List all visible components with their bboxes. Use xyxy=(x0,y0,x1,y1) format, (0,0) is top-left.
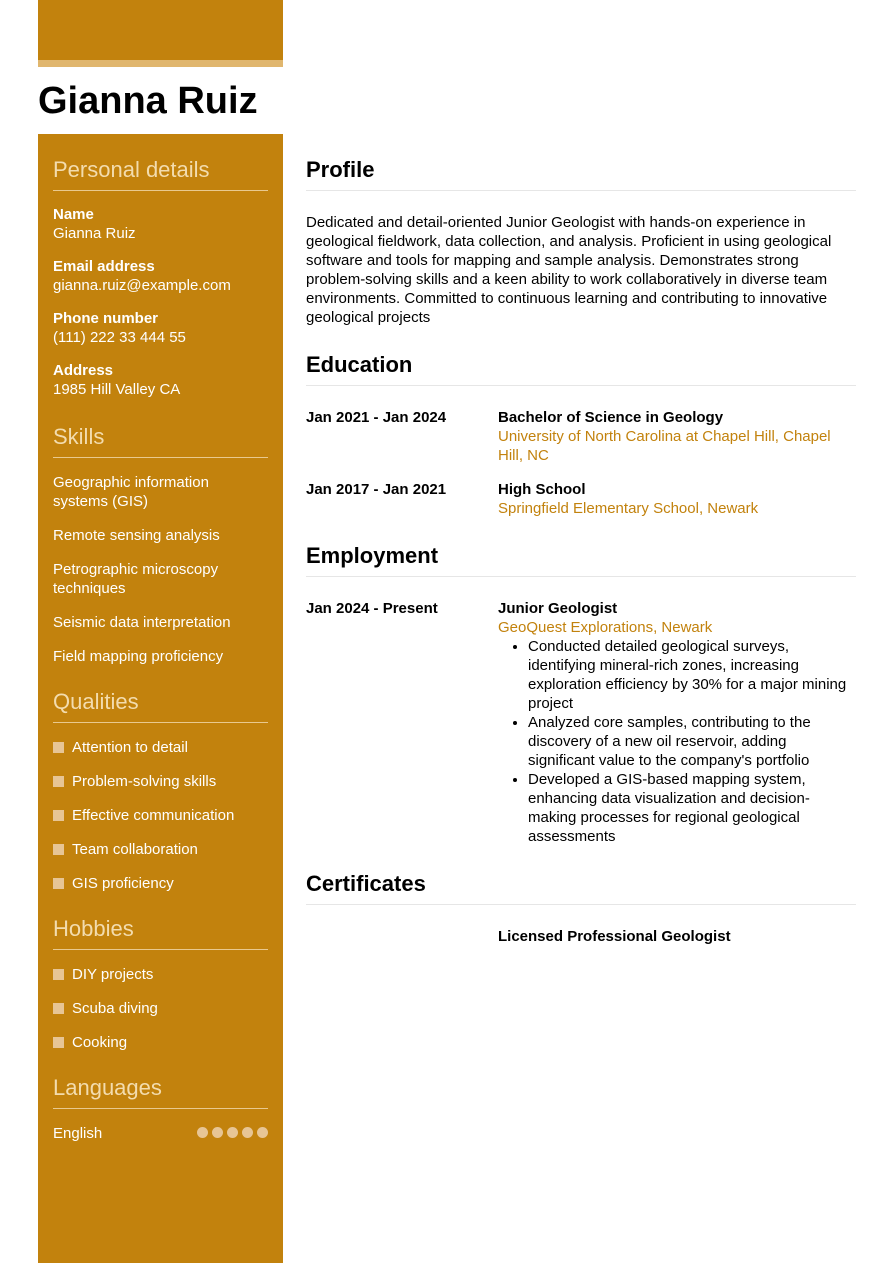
entry-title: Licensed Professional Geologist xyxy=(498,928,731,945)
header-accent-band xyxy=(38,0,283,60)
skill-item: Petrographic microscopy techniques xyxy=(53,561,219,597)
employment-section xyxy=(306,542,856,846)
skills-section xyxy=(53,423,268,666)
language-level-rating xyxy=(197,1127,268,1138)
profile-section xyxy=(306,156,856,327)
certificates-section xyxy=(306,870,856,946)
square-bullet-icon xyxy=(53,1003,64,1014)
certificate-entry xyxy=(306,927,856,946)
hobby-label: Scuba diving xyxy=(72,1000,158,1017)
personal-details-heading: Personal details xyxy=(53,156,268,191)
skill-item: Seismic data interpretation xyxy=(53,614,231,631)
certificates-heading: Certificates xyxy=(306,870,856,905)
entry-body xyxy=(498,480,856,518)
quality-label: Problem-solving skills xyxy=(72,773,217,790)
quality-label: GIS proficiency xyxy=(72,875,174,892)
detail-email xyxy=(53,257,268,295)
square-bullet-icon xyxy=(53,878,64,889)
hobbies-heading: Hobbies xyxy=(53,915,268,950)
language-item xyxy=(53,1124,268,1143)
detail-label: Email address xyxy=(53,258,155,275)
square-bullet-icon xyxy=(53,844,64,855)
hobby-label: DIY projects xyxy=(72,966,154,983)
square-bullet-icon xyxy=(53,969,64,980)
profile-heading: Profile xyxy=(306,156,856,191)
education-entry xyxy=(306,408,856,465)
entry-title: High School xyxy=(498,481,586,498)
sidebar xyxy=(53,156,268,1157)
square-bullet-icon xyxy=(53,810,64,821)
responsibility-item: • Developed a GIS-based mapping system, enhancing data visualization and decision-making processes for regional geological assessments xyxy=(528,770,856,846)
detail-value: Gianna Ruiz xyxy=(53,225,136,242)
skill-item: Field mapping proficiency xyxy=(53,648,224,665)
detail-value: 1985 Hill Valley CA xyxy=(53,381,181,398)
entry-title: Bachelor of Science in Geology xyxy=(498,409,724,426)
hobbies-list xyxy=(53,965,268,1052)
detail-phone xyxy=(53,309,268,347)
entry-title: Junior Geologist xyxy=(498,600,618,617)
language-name: English xyxy=(53,1125,103,1142)
quality-item xyxy=(53,772,268,791)
skills-heading: Skills xyxy=(53,423,268,458)
entry-date: Jan 2017 - Jan 2021 xyxy=(306,481,447,498)
personal-details-section xyxy=(53,156,268,399)
header-accent-stripe xyxy=(38,60,283,67)
qualities-section xyxy=(53,688,268,893)
qualities-list xyxy=(53,738,268,893)
quality-item xyxy=(53,874,268,893)
entry-date: Jan 2021 - Jan 2024 xyxy=(306,409,447,426)
education-heading: Education xyxy=(306,351,856,386)
level-dot-filled-icon xyxy=(257,1127,268,1138)
hobby-item xyxy=(53,999,268,1018)
square-bullet-icon xyxy=(53,1037,64,1048)
entry-body xyxy=(498,599,856,846)
square-bullet-icon xyxy=(53,776,64,787)
level-dot-filled-icon xyxy=(242,1127,253,1138)
quality-item xyxy=(53,840,268,859)
responsibilities-list xyxy=(498,637,856,846)
responsibility-item: • Analyzed core samples, contributing to the discovery of a new oil reservoir, adding significant value to the company's portfolio xyxy=(528,713,856,770)
qualities-heading: Qualities xyxy=(53,688,268,723)
level-dot-filled-icon xyxy=(197,1127,208,1138)
skill-item: Geographic information systems (GIS) xyxy=(53,474,209,510)
quality-item xyxy=(53,738,268,757)
skill-item: Remote sensing analysis xyxy=(53,527,220,544)
quality-item xyxy=(53,806,268,825)
entry-organization: Springfield Elementary School, Newark xyxy=(498,500,759,517)
employment-entry xyxy=(306,599,856,846)
hobby-item xyxy=(53,1033,268,1052)
employment-heading: Employment xyxy=(306,542,856,577)
languages-section xyxy=(53,1074,268,1143)
detail-label: Address xyxy=(53,362,114,379)
detail-value: gianna.ruiz@example.com xyxy=(53,277,231,294)
hobbies-section xyxy=(53,915,268,1052)
detail-value: (111) 222 33 444 55 xyxy=(53,329,186,346)
responsibility-item: • Conducted detailed geological surveys, identifying mineral-rich zones, increasing exploration efficiency by 30% for a major mining project xyxy=(528,637,856,713)
quality-label: Attention to detail xyxy=(72,739,188,756)
quality-label: Effective communication xyxy=(72,807,235,824)
entry-organization: GeoQuest Explorations, Newark xyxy=(498,619,713,636)
entry-organization: University of North Carolina at Chapel Hill, Chapel Hill, NC xyxy=(498,428,831,464)
detail-name xyxy=(53,205,268,243)
level-dot-filled-icon xyxy=(212,1127,223,1138)
detail-label: Name xyxy=(53,206,94,223)
detail-address xyxy=(53,361,268,399)
main-content xyxy=(306,156,856,970)
entry-date xyxy=(306,927,498,946)
hobby-label: Cooking xyxy=(72,1034,128,1051)
quality-label: Team collaboration xyxy=(72,841,198,858)
entry-body xyxy=(498,927,856,946)
education-entry xyxy=(306,480,856,518)
hobby-item xyxy=(53,965,268,984)
education-section xyxy=(306,351,856,518)
square-bullet-icon xyxy=(53,742,64,753)
entry-body xyxy=(498,408,856,465)
languages-heading: Languages xyxy=(53,1074,268,1109)
resume-name: Gianna Ruiz xyxy=(38,80,258,122)
entry-date: Jan 2024 - Present xyxy=(306,600,438,617)
detail-label: Phone number xyxy=(53,310,159,327)
profile-text: Dedicated and detail-oriented Junior Geologist with hands-on experience in geological fieldwork, data collection, and analysis. Proficient in using geological software and tools for mapping and sample analysis. Demonstrates strong problem-solving skills and a keen ability to work collaboratively in diverse team environments. Committed to continuous learning and contributing to innovative geological projects xyxy=(306,214,832,326)
level-dot-filled-icon xyxy=(227,1127,238,1138)
